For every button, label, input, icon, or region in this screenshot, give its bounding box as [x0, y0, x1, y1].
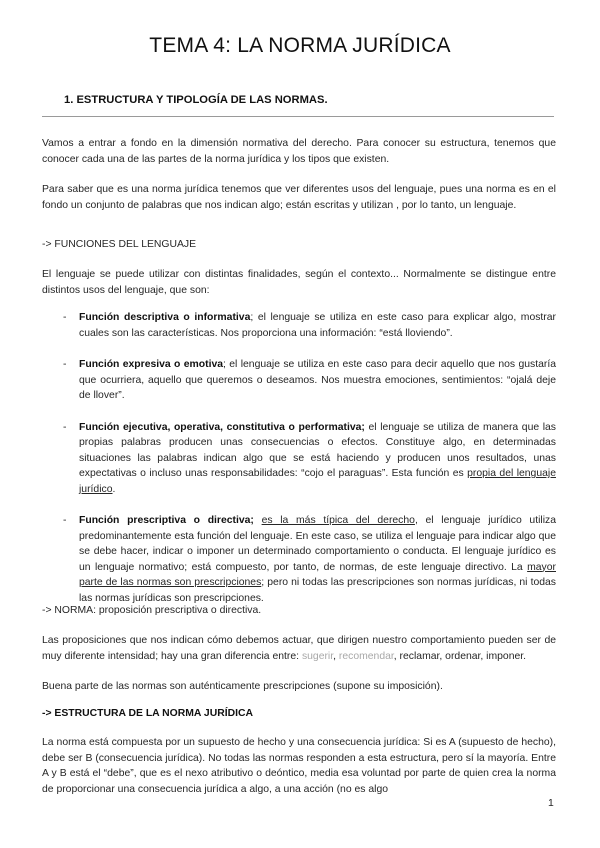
item-text	[254, 515, 262, 526]
paragraph-intro: Vamos a entrar a fondo en la dimensión normativa del derecho. Para conocer su estructura, tenemos que conocer cada una de las partes de la norma jurídica y los tipos que existen.	[42, 138, 556, 165]
bullet-dash: -	[63, 421, 67, 433]
paragraph-proposiciones	[42, 633, 556, 664]
item-text: ; pero ni todas las prescripciones son normas jurídicas, ni todas las normas jurídicas son prescripciones.	[79, 577, 556, 604]
term-prescriptiva: Función prescriptiva o directiva;	[79, 515, 254, 526]
list-item	[42, 357, 556, 404]
bullet-dash: -	[63, 312, 67, 323]
section-divider	[42, 116, 554, 117]
faded-word: sugerir	[301, 650, 334, 662]
term-descriptiva: Función descriptiva o informativa	[79, 312, 251, 323]
item-text: el lenguaje se utiliza de manera que las propias palabras producen unas consecuencias o efectos. Constituye algo, en determinadas situaciones las palabras indican algo que se está haciendo y producen unos resultados, unas expectativas o incluso unas responsabilidades: “cojo el paraguas”. Esta función es	[79, 421, 557, 479]
list-item	[42, 513, 556, 606]
section-heading: 1. ESTRUCTURA Y TIPOLOGÍA DE LAS NORMAS.	[64, 94, 328, 106]
faded-word: recomendar	[338, 650, 394, 662]
heading-norma: -> NORMA: proposición prescriptiva o directiva.	[42, 605, 262, 616]
text: , reclamar, ordenar, imponer.	[393, 650, 527, 662]
item-text: , el lenguaje jurídico utiliza predominantemente esta función del lenguaje. En este caso, se utiliza el lenguaje para indicar algo que se debe hacer, indicar o imponer un determinado comportamiento o conducta. El lenguaje jurídico es un lenguaje normativo; está compuesto, por tanto, de normas, de este lenguaje directivo. La	[79, 515, 556, 573]
bullet-dash: -	[63, 515, 67, 526]
underlined-text: mayor parte de las normas son prescripciones	[79, 561, 556, 588]
paragraph-prescripciones: Buena parte de las normas son auténticamente prescripciones (supone su imposición).	[42, 681, 443, 692]
heading-funciones: -> FUNCIONES DEL LENGUAJE	[42, 239, 197, 250]
text: ,	[333, 650, 339, 662]
item-text: ; el lenguaje se utiliza en este caso para explicar algo, mostrar cuales son las características. Nos proporciona una información: “está lloviendo”.	[79, 312, 556, 339]
page-title: TEMA 4: LA NORMA JURÍDICA	[149, 34, 451, 57]
paragraph-usos: El lenguaje se puede utilizar con distintas finalidades, según el contexto... Normalmente se distingue entre distintos usos del lenguaje, que son:	[42, 269, 556, 296]
heading-estructura: -> ESTRUCTURA DE LA NORMA JURÍDICA	[42, 708, 253, 719]
underlined-text: propia del lenguaje jurídico	[79, 468, 556, 495]
term-ejecutiva: Función ejecutiva, operativa, constitutiva o performativa;	[79, 421, 365, 433]
underlined-text: es la más típica del derecho	[261, 515, 415, 526]
list-item	[42, 310, 556, 341]
item-text: ; el lenguaje se utiliza en este caso para decir aquello que nos gustaría que ocurriera, aquello que queremos o deseamos. Nos muestra emociones, sentimientos: “ojalá deje de llover”.	[79, 359, 556, 401]
term-expresiva: Función expresiva o emotiva	[79, 359, 224, 370]
paragraph-lenguaje: Para saber que es una norma jurídica tenemos que ver diferentes usos del lenguaje, pues una norma es en el fondo un conjunto de palabras que nos indican algo; están escritas y utilizan , por lo tanto, un lenguaje.	[42, 184, 556, 211]
list-item	[42, 420, 556, 498]
paragraph-estructura: La norma está compuesta por un supuesto de hecho y una consecuencia jurídica: Si es A (supuesto de hecho), debe ser B (consecuencia jurídica). No todas las normas responden a esta estructura, pero sí la mayoría. Entre A y B está el “debe”, que es el nexo atributivo o deóntico, media esa voluntad por parte de quien crea la norma de proporcionar una consecuencia jurídica a algo, a una acción (no es algo	[42, 737, 556, 795]
text: Las proposiciones que nos indican cómo debemos actuar, que dirigen nuestro comportamiento pueden ser de muy diferente intensidad; hay una gran diferencia entre:	[42, 635, 556, 662]
page-number: 1	[548, 798, 554, 809]
functions-list	[42, 310, 556, 622]
item-text-tail: .	[112, 483, 116, 495]
bullet-dash: -	[63, 359, 67, 370]
